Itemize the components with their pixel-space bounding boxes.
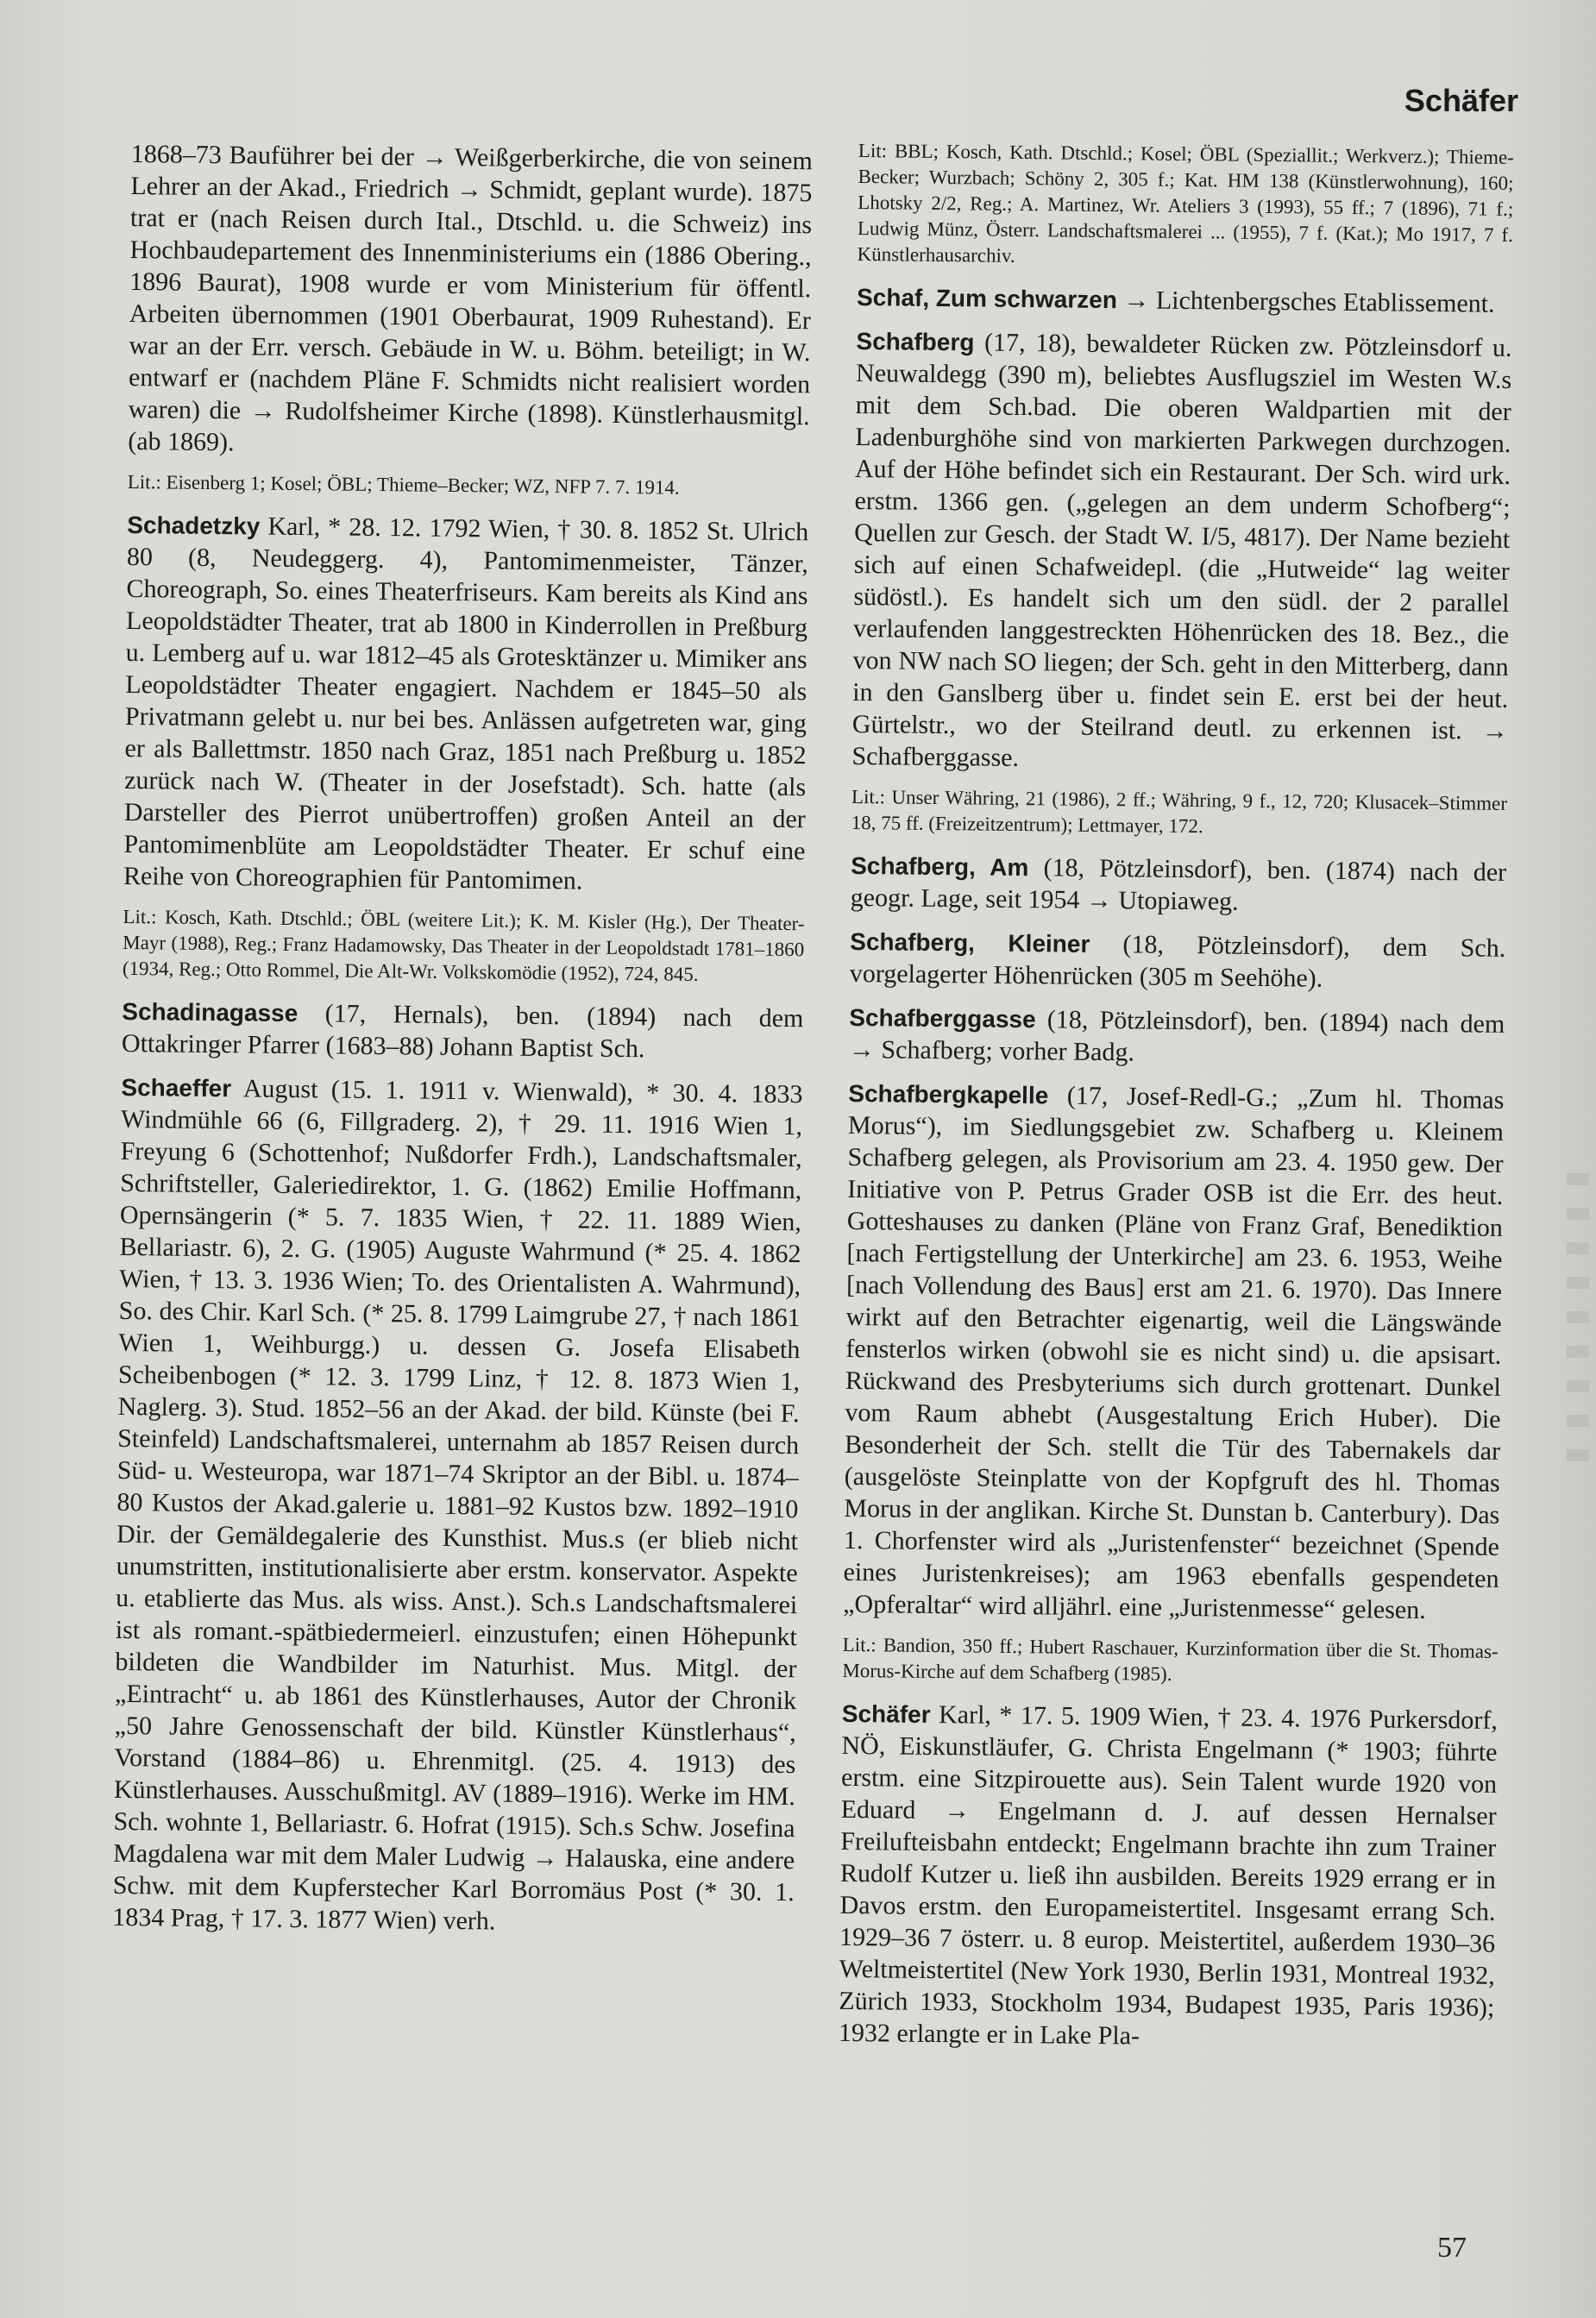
entry-lemma: Schadinagasse <box>122 997 298 1027</box>
entry-text: (17, Hernals), ben. (1894) nach dem Ottakringer Pfarrer (1683–88) Johann Baptist Sch. <box>121 999 804 1064</box>
entry-text: (17, 18), bewaldeter Rücken zw. Pötzleinsdorf u. Neuwaldegg (390 m), beliebtes Ausflugsziel im Westen W.s mit dem Sch.bad. Die oberen Waldpartien mit der Ladenburghöhe sind von markierten Parkwegen durchzogen. Auf der Höhe befindet sich ein Restaurant. Der Sch. wird urk. erstm. 1366 gen. („gelegen an dem underm Schofberg“; Quellen zur Gesch. der Stadt W. I/5, 4817). Der Name bezieht sich auf einen Schafweidepl. (die „Hutweide“ lag weiter südöstl.). Es handelt sich um den südl. der 2 parallel verlaufenden langgestreckten Höhenrücken des 18. Bez., die von NW nach SO liegen; der Sch. geht in den Mitterberg, dann in den Ganslberg über u. findet sein E. erst bei der heut. Gürtelstr., wo der Steilrand deutl. zu erkennen ist. → Schafberggasse. <box>851 328 1512 772</box>
entry-lemma: Schäfer <box>841 1699 931 1728</box>
entry-schafberggasse <box>849 1002 1505 1072</box>
entry-schadinagasse <box>122 996 804 1066</box>
entry-schafberg-am <box>851 850 1507 920</box>
literature-note: Lit: BBL; Kosch, Kath. Dtschld.; Kosel; ÖBL (Speziallit.; Werkverz.); Thieme-Becker; Wurzbach; Schöny 2, 305 f.; Kat. HM 138 (Künstlerwohnung), 160; Lhotsky 2/2, Reg.; A. Martinez, Wr. Ateliers 3 (1993), 55 ff.; 7 (1896), 71 f.; Ludwig Münz, Österr. Landschaftsmalerei ... (1955), 7 f. (Kat.); Mo 1917, 7 f. Künstlerhausarchiv. <box>857 139 1514 267</box>
entry-text: (18, Pötzleinsdorf), dem Sch. vorgelagerter Höhenrücken (305 m Seehöhe). <box>849 929 1506 993</box>
continued-entry-text: 1868–73 Bauführer bei der → Weißgerberkirche, die von seinem Lehrer an der Akad., Friedrich → Schmidt, geplant wurde). 1875 trat er (nach Reisen durch Ital., Dtschld. u. die Schweiz) ins Hochbaudepartement des Innenministeriums ein (1886 Obering., 1896 Baurat), 1908 wurde er vom Ministerium für öffentl. Arbeiten übernommen (1901 Oberbaurat, 1909 Ruhestand). Er war an der Err. versch. Gebäude in W. u. Böhm. beteiligt; in W. entwarf er (nachdem Pläne F. Schmidts nicht realisiert worden waren) die → Rudolfsheimer Kirche (1898). Künstlerhausmitgl. (ab 1869). <box>128 139 813 457</box>
literature-note: Lit.: Kosch, Kath. Dtschld.; ÖBL (weitere Lit.); K. M. Kisler (Hg.), Der Theater-Mayr (1988), Reg.; Franz Hadamowsky, Das Theater in der Leopoldstadt 1781–1860 (1934, Reg.; Otto Rommel, Die Alt-Wr. Volkskomödie (1952), 724, 845. <box>122 905 805 985</box>
entry-text: (17, Josef-Redl-G.; „Zum hl. Thomas Morus“), im Siedlungsgebiet zw. Schafberg u. Kleinem Schafberg gelegen, als Provisorium am 23. 4. 1950 gew. Der Initiative von P. Petrus Grader OSB ist die Err. des heut. Gotteshauses zu danken (Pläne von Franz Graf, Benediktion [nach Fertigstellung der Unterkirche] am 23. 6. 1953, Weihe [nach Vollendung des Baus] erst am 21. 6. 1970). Das Innere wirkt auf den Betrachter eigenartig, weil die Längswände fensterlos wirken (obwohl sie es nicht sind) u. die apsisart. Rückwand des Presbyteriums sich durch grottenart. Dunkel vom Raum abhebt (Ausgestaltung Erich Huber). Die Besonderheit der Sch. stellt die Tür des Tabernakels dar (ausgelöste Steinplatte von der Kopfgruft des hl. Thomas Morus in der anglikan. Kirche St. Dunstan b. Canterbury). Das 1. Chorfenster wird als „Juristenfenster“ bezeichnet (Spende eines Juristenkreises); am 1963 ebenfalls gespendeten „Opferaltar“ wird alljährl. eine „Juristenmesse“ gelesen. <box>843 1081 1505 1624</box>
running-head: Schäfer <box>1404 83 1518 118</box>
page-number: 57 <box>1437 2232 1467 2264</box>
entry-lemma: Schafbergkapelle <box>848 1079 1049 1109</box>
entry-lemma: Schafberg, Am <box>851 851 1029 882</box>
entry-lemma: Schafberg, Kleiner <box>850 927 1090 958</box>
right-column <box>839 138 1514 2068</box>
entry-lemma: Schaeffer <box>121 1073 232 1102</box>
entry-schaf-zum-schwarzen <box>857 281 1512 320</box>
entry-text: Karl, * 17. 5. 1909 Wien, † 23. 4. 1976 Purkersdorf, NÖ, Eiskunstläufer, G. Christa Engelmann (* 1903; führte erstm. eine Sitzpirouette aus). Sein Talent wurde 1920 von Eduard → Engelmann d. J. auf dessen Hernalser Freiluftеisbahn entdeckt; Engelmann brachte ihn zum Trainer Rudolf Kutzer u. ließ ihn ausbilden. Bereits 1929 errang er in Davos erstm. den Europameistertitel. Insgesamt errang Sch. 1929–36 7 österr. u. 8 europ. Meistertitel, außerdem 1930–36 Weltmeistertitel (New York 1930, Berlin 1931, Montreal 1932, Zürich 1933, Stockholm 1934, Budapest 1935, Paris 1936); 1932 erlangte er in Lake Pla- <box>838 1699 1499 2051</box>
entry-lemma: Schafberggasse <box>849 1003 1036 1033</box>
entry-schafbergkapelle <box>843 1077 1505 1627</box>
entry-schaefer-karl <box>839 1698 1498 2056</box>
literature-note: Lit.: Eisenberg 1; Kosel; ÖBL; Thieme–Becker; WZ, NFP 7. 7. 1914. <box>127 470 680 499</box>
entry-lemma: Schaf, Zum schwarzen <box>856 283 1118 314</box>
entry-text: August (15. 1. 1911 v. Wienwald), * 30. 4. 1833 Windmühle 66 (6, Fillgraderg. 2), † 29. 11. 1916 Wien 1, Freyung 6 (Schottenhof; Nußdorfer Frdh.), Landschaftsmaler, Schriftsteller, Galeriedirektor, 1. G. (1862) Emilie Hoffmann, Opernsängerin (* 5. 7. 1835 Wien, † 22. 11. 1889 Wien, Bellariastr. 6), 2. G. (1905) Auguste Wahrmund (* 25. 4. 1862 Wien, † 13. 3. 1936 Wien; To. des Orientalisten A. Wahrmund), So. des Chir. Karl Sch. (* 25. 8. 1799 Laimgrube 27, † nach 1861 Wien 1, Weihburgg.) u. dessen G. Josefa Elisabeth Scheibenbogen (* 12. 3. 1799 Linz, † 12. 8. 1873 Wien 1, Naglerg. 3). Stud. 1852–56 an der Akad. der bild. Künste (bei F. Steinfeld) Landschaftsmalerei, unternahm ab 1857 Reisen durch Süd- u. Westeuropa, war 1871–74 Skriptor an der Bibl. u. 1874–80 Kustos der Akad.galerie u. 1881–92 Kustos bzw. 1892–1910 Dir. der Gemäldegalerie des Kunsthist. Mus.s (er blieb nicht unumstritten, institutionalisierte aber erstm. konservator. Aspekte u. etablierte das Mus. als wiss. Anst.). Sch.s Landschaftsmalerei ist als romant.-spätbiedermeierl. einzustufen; einen Höhepunkt bildeten die Wandbilder im Naturhist. Mus. Mitgl. der „Eintracht“ u. ab 1861 des Künstlerhauses, Autor der Chronik „50 Jahre Genossenschaft der bild. Künstler Künstlerhaus“, Vorstand (1884–86) u. Ehrenmitgl. (25. 4. 1913) des Künstlerhauses. Ausschußmitgl. AV (1889–1916). Werke im HM. Sch. wohnte 1, Bellariastr. 6. Hofrat (1915). Sch.s Schw. Josefina Magdalena war mit dem Maler Ludwig → Halauska, eine andere Schw. mit dem Kupferstecher Karl Borromäus Post (* 30. 1. 1834 Prag, † 17. 3. 1877 Wien) verh. <box>112 1074 803 1936</box>
entry-text: Karl, * 28. 12. 1792 Wien, † 30. 8. 1852 St. Ulrich 80 (8, Neudeggerg. 4), Pantomimenmeister, Tänzer, Choreograph, So. eines Theaterfriseurs. Kam bereits als Kind ans Leopoldstädter Theater, trat ab 1800 in Kinderrollen in Preßburg u. Lemberg auf u. war 1812–45 als Grotesktänzer u. Mimiker ans Leopoldstädter Theater engagiert. Nachdem er 1845–50 als Privatmann gelebt u. nur bei bes. Anlässen aufgetreten war, ging er als Ballettmstr. 1850 nach Graz, 1851 nach Preßburg u. 1852 zurück nach W. (Theater in der Josefstadt). Sch. hatte (als Darsteller des Pierrot unübertroffen) großen Anteil an der Pantomimenblüte am Leopoldstädter Theater. Er schuf eine Reihe von Choreographien für Pantomimen. <box>123 512 809 895</box>
entry-schadetzky <box>123 509 809 899</box>
entry-schaeffer <box>112 1071 802 1940</box>
page-edge-marks <box>1567 1173 1589 1467</box>
entry-lemma: Schafberg <box>856 327 975 356</box>
literature-note: Lit.: Bandion, 350 ff.; Hubert Raschauer, Kurzinformation über die St. Thomas-Morus-Kirche auf dem Schafberg (1985). <box>842 1633 1499 1685</box>
entry-schafberg-kleiner <box>850 926 1506 996</box>
left-column <box>112 138 813 1952</box>
literature-note: Lit.: Unser Währing, 21 (1986), 2 ff.; Währing, 9 f., 12, 720; Klusacek–Stimmer 18, 75 ff. (Freizeitzentrum); Lettmayer, 172. <box>851 785 1508 838</box>
entry-lemma: Schadetzky <box>127 511 261 540</box>
entry-text: (18, Pötzleinsdorf), ben. (1894) nach dem → Schafberg; vorher Badg. <box>848 1005 1505 1067</box>
entry-text: (18, Pötzleinsdorf), ben. (1874) nach der geogr. Lage, seit 1954 → Utopiaweg. <box>850 853 1507 916</box>
entry-text: → Lichtenbergsches Etablissement. <box>1116 286 1495 318</box>
entry-schafberg <box>851 325 1511 779</box>
